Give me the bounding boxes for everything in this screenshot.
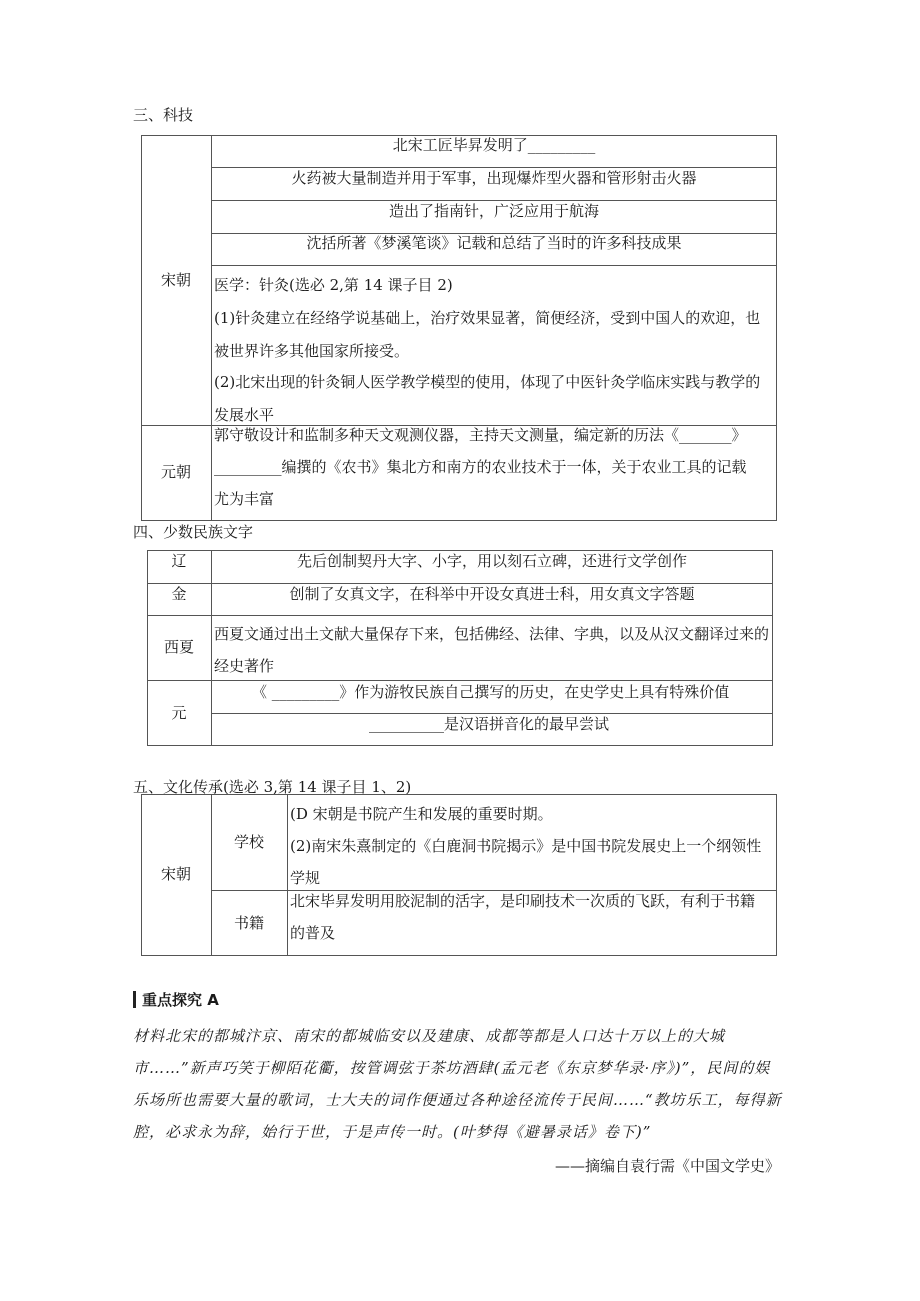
section-title-technology: 三、科技 bbox=[133, 106, 194, 124]
medicine-point-1: (1)针灸建立在经络学说基础上，治疗效果显著，简便经济，受到中国人的欢迎，也被世界许多其他国家所接受。 bbox=[214, 309, 761, 360]
tech-row-printing: 北宋工匠毕昇发明了_________ bbox=[392, 136, 596, 154]
liao-text: 先后创制契丹大字、小字，用以刻石立碑，还进行文学创作 bbox=[296, 552, 687, 570]
medicine-point-2: (2)北宋出现的针灸铜人医学教学模型的使用，体现了中医针灸学临床实践与教学的发展水平 bbox=[214, 373, 761, 424]
school-label: 学校 bbox=[233, 833, 264, 851]
focus-passage: 材料北宋的都城汴京、南宋的都城临安以及建康、成都等都是人口达十万以上的大城市……”新声巧笑于柳陌花衢，按管调弦于茶坊酒肆(孟元老《东京梦华录·序》)”，民间的娱乐场所也需要大量的歌词，士大夫的词作便通过各种途径流传于民间……“教坊乐工，每得新腔，必求永为辞，始行于世，于是声传一时。(叶梦得《避暑录话》卷下)” bbox=[133, 1027, 782, 1141]
tech-row-gunpowder: 火药被大量制造并用于军事，出现爆炸型火器和管形射击火器 bbox=[291, 169, 697, 187]
song-dynasty-label: 宋朝 bbox=[160, 271, 191, 289]
school-point-1: (D 宋朝是书院产生和发展的重要时期。 bbox=[290, 805, 553, 823]
books-label: 书籍 bbox=[233, 914, 264, 932]
xixia-text: 西夏文通过出土文献大量保存下来，包括佛经、法律、字典，以及从汉文翻译过来的经史著作 bbox=[214, 625, 770, 675]
tech-row-mengxi: 沈括所著《梦溪笔谈》记载和总结了当时的许多科技成果 bbox=[306, 234, 682, 252]
yuan-astronomy: 郭守敬设计和监制多种天文观测仪器，主持天文测量，编定新的历法《_______》 bbox=[214, 426, 747, 444]
xixia-label: 西夏 bbox=[163, 638, 194, 656]
section-title-scripts: 四、少数民族文字 bbox=[133, 523, 254, 541]
liao-label: 辽 bbox=[171, 552, 187, 570]
tech-row-compass: 造出了指南针，广泛应用于航海 bbox=[388, 202, 599, 220]
section-marker bbox=[133, 991, 136, 1008]
section-title-culture: 五、文化传承(选必 3,第 14 课子目 1、2) bbox=[133, 778, 412, 796]
yuan-label: 元 bbox=[171, 704, 187, 722]
books-text: 北宋毕昇发明用胶泥制的活字，是印刷技术一次质的飞跃，有利于书籍的普及 bbox=[290, 892, 756, 942]
yuan-agriculture: _________编撰的《农书》集北方和南方的农业技术于一体，关于农业工具的记载尤为丰富 bbox=[214, 458, 747, 508]
jin-label: 金 bbox=[171, 585, 187, 603]
medicine-title: 医学：针灸(选必 2,第 14 课子目 2) bbox=[214, 276, 453, 294]
culture-song-label: 宋朝 bbox=[160, 865, 191, 883]
yuan-dynasty-label: 元朝 bbox=[160, 463, 191, 481]
school-point-2: (2)南宋朱熹制定的《白鹿洞书院揭示》是中国书院发展史上一个纲领性学规 bbox=[290, 837, 762, 887]
focus-title: 重点探究 A bbox=[142, 991, 219, 1009]
yuan-phonetic-text: __________是汉语拼音化的最早尝试 bbox=[369, 715, 610, 733]
jin-text: 创制了女真文字，在科举中开设女真进士科，用女真文字答题 bbox=[289, 585, 695, 603]
passage-source: ——摘编自袁行需《中国文学史》 bbox=[555, 1157, 781, 1175]
yuan-history-text: 《 _________》作为游牧民族自己撰写的历史，在史学史上具有特殊价值 bbox=[252, 683, 730, 701]
